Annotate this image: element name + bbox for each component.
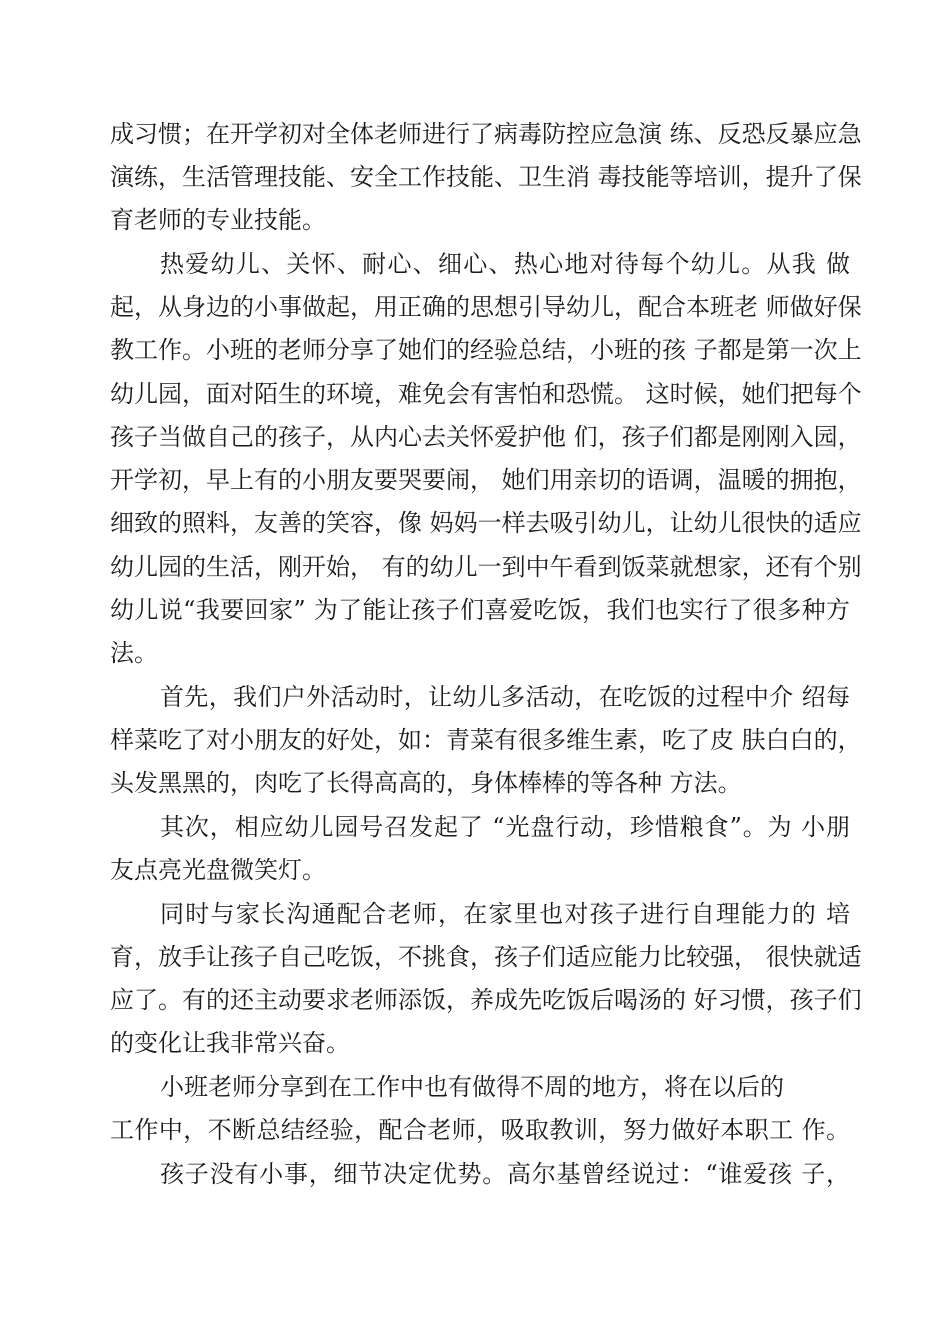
text-line: 细致的照料，友善的笑容，像 妈妈一样去吸引幼儿，让幼儿很快的适应 <box>110 509 862 537</box>
text-line: 热爱幼儿、关怀、耐心、细心、热心地对待每个幼儿。从我 做 <box>160 250 850 278</box>
text-line: 幼儿说“我要回家” 为了能让孩子们喜爱吃饭，我们也实行了很多种方 <box>110 596 850 624</box>
text-line: 样菜吃了对小朋友的好处，如：青菜有很多维生素，吃了皮 肤白白的， <box>110 726 862 754</box>
text-line: 幼儿园的生活，刚开始， 有的幼儿一到中午看到饭菜就想家，还有个别 <box>110 553 862 581</box>
text-line: 开学初，早上有的小朋友要哭要闹， 她们用亲切的语调，温暖的拥抱， <box>110 466 862 494</box>
text-line: 工作中，不断总结经验，配合老师，吸取教训，努力做好本职工 作。 <box>110 1116 850 1144</box>
text-line: 成习惯；在开学初对全体老师进行了病毒防控应急演 练、反恐反暴应急 <box>110 120 862 148</box>
text-line: 教工作。小班的老师分享了她们的经验总结，小班的孩 子都是第一次上 <box>110 336 862 364</box>
text-line: 同时与家长沟通配合老师，在家里也对孩子进行自理能力的 培 <box>160 900 850 928</box>
text-line: 孩子当做自己的孩子，从内心去关怀爱护他 们，孩子们都是刚刚入园， <box>110 423 862 451</box>
text-line: 法。 <box>110 639 158 667</box>
text-line: 应了。有的还主动要求老师添饭，养成先吃饭后喝汤的 好习惯，孩子们 <box>110 986 862 1014</box>
text-line: 育，放手让孩子自己吃饭，不挑食，孩子们适应能力比较强， 很快就适 <box>110 943 862 971</box>
text-line: 其次，相应幼儿园号召发起了 “光盘行动，珍惜粮食”。为 小朋 <box>160 813 850 841</box>
text-line: 友点亮光盘微笑灯。 <box>110 856 326 884</box>
text-line: 起，从身边的小事做起，用正确的思想引导幼儿，配合本班老 师做好保 <box>110 293 862 321</box>
text-line: 首先，我们户外活动时，让幼儿多活动，在吃饭的过程中介 绍每 <box>160 683 850 711</box>
text-line: 幼儿园，面对陌生的环境，难免会有害怕和恐慌。 这时候，她们把每个 <box>110 380 862 408</box>
text-line: 头发黑黑的，肉吃了长得高高的，身体棒棒的等各种 方法。 <box>110 769 742 797</box>
text-line: 演练，生活管理技能、安全工作技能、卫生消 毒技能等培训，提升了保 <box>110 163 862 191</box>
text-line: 小班老师分享到在工作中也有做得不周的地方，将在以后的 <box>160 1073 784 1101</box>
text-line: 孩子没有小事，细节决定优势。高尔基曾经说过：“谁爱孩 子， <box>160 1160 850 1188</box>
text-line: 育老师的专业技能。 <box>110 206 326 234</box>
text-line: 的变化让我非常兴奋。 <box>110 1029 350 1057</box>
